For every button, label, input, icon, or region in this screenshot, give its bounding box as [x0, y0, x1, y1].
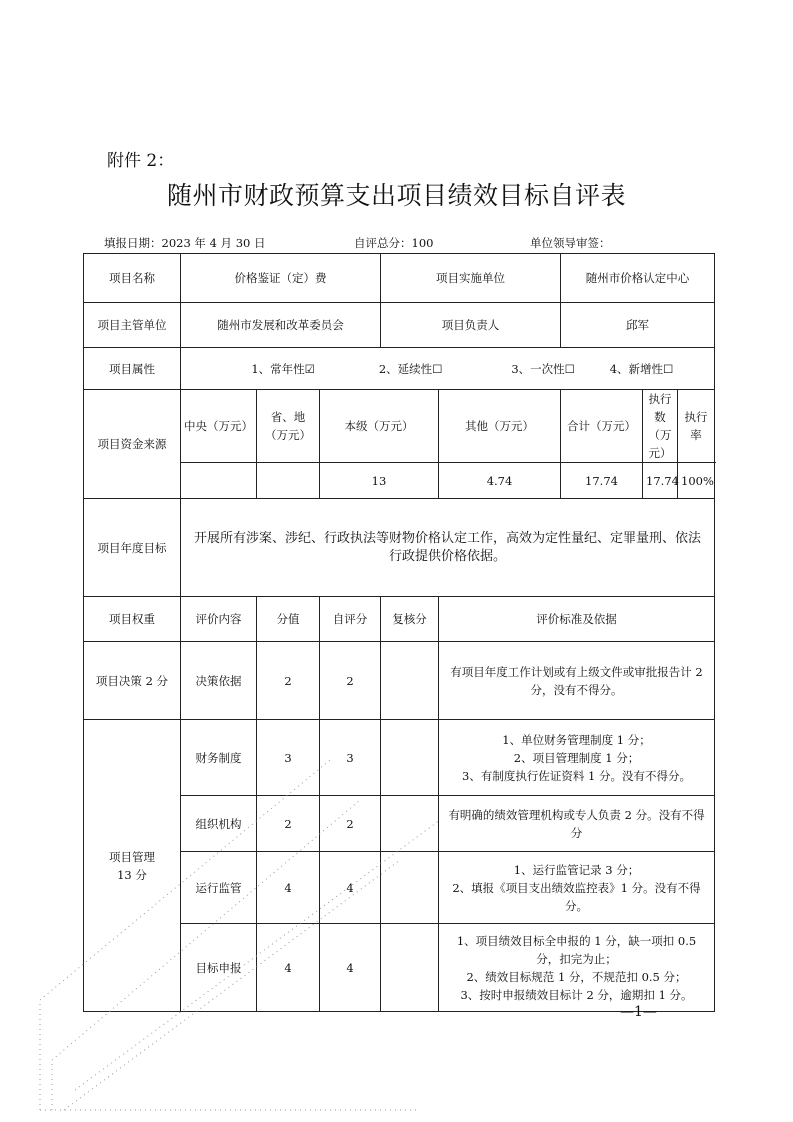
- mgmt-self-score: 4: [320, 924, 381, 1012]
- mgmt-score: 2: [257, 796, 320, 852]
- decision-review-score: [381, 642, 439, 720]
- mgmt-content: 目标申报: [181, 924, 257, 1012]
- page-number: —1—: [620, 1004, 657, 1020]
- mgmt-self-score: 2: [320, 796, 381, 852]
- annual-goal: 开展所有涉案、涉纪、行政执法等财物价格认定工作，高效为定性量纪、定罪量刑、依法行政提供价格依据。: [181, 499, 715, 597]
- decision-self-score: 2: [320, 642, 381, 720]
- attr-item: 2、延续性☐: [378, 361, 443, 376]
- fund-header: 合计（万元）: [561, 390, 643, 463]
- leader-review: 单位领导审签：: [530, 236, 611, 250]
- attr-item: 4、新增性☐: [609, 361, 674, 376]
- fund-value: [257, 463, 320, 499]
- decision-weight: 项目决策 2 分: [84, 642, 181, 720]
- fund-header: 其他（万元）: [439, 390, 561, 463]
- criteria-line: 1、项目绩效目标全申报的 1 分，缺一项扣 0.5 分，扣完为止；: [456, 933, 697, 966]
- fill-date: 填报日期：2023 年 4 月 30 日: [104, 236, 266, 250]
- mgmt-score: 3: [257, 720, 320, 796]
- fund-value: [181, 463, 257, 499]
- decision-criteria: 有项目年度工作计划或有上级文件或审批报告计 2 分，没有不得分。: [439, 642, 715, 720]
- mgmt-criteria: [439, 796, 715, 852]
- mgmt-review-score: [381, 720, 439, 796]
- mgmt-criteria: [439, 852, 715, 924]
- mgmt-self-score: 4: [320, 852, 381, 924]
- mgmt-content: 组织机构: [181, 796, 257, 852]
- mgmt-self-score: 3: [320, 720, 381, 796]
- supervisor-label: 项目主管单位: [84, 303, 181, 348]
- criteria-line: 2、绩效目标规范 1 分，不规范扣 0.5 分；: [466, 969, 687, 984]
- eval-header: 项目权重: [84, 597, 181, 642]
- management-weight: [84, 720, 181, 1012]
- mgmt-content: 运行监管: [181, 852, 257, 924]
- fund-source-label: 项目资金来源: [84, 390, 181, 499]
- eval-header: 评价标准及依据: [439, 597, 715, 642]
- criteria-line: 1、单位财务管理制度 1 分；: [502, 732, 651, 747]
- eval-header: 自评分: [320, 597, 381, 642]
- attr-item: 1、常年性☑: [251, 361, 315, 376]
- fund-header: 执行率: [678, 390, 715, 463]
- criteria-line: 有明确的绩效管理机构或专人负责 2 分。没有不得分: [448, 807, 705, 840]
- project-attr: [181, 348, 715, 390]
- mgmt-content: 财务制度: [181, 720, 257, 796]
- fund-value: 13: [320, 463, 439, 499]
- fund-header: 本级（万元）: [320, 390, 439, 463]
- impl-unit: 随州市价格认定中心: [561, 254, 715, 303]
- mgmt-criteria: [439, 720, 715, 796]
- criteria-line: 3、按时申报绩效目标计 2 分，逾期扣 1 分。: [460, 987, 693, 1002]
- annual-goal-label: 项目年度目标: [84, 499, 181, 597]
- mgmt-review-score: [381, 924, 439, 1012]
- criteria-line: 2、项目管理制度 1 分；: [513, 750, 640, 765]
- fund-value: 17.74: [643, 463, 678, 499]
- attachment-label: 附件 2：: [107, 151, 175, 171]
- project-name-label: 项目名称: [84, 254, 181, 303]
- project-attr-label: 项目属性: [84, 348, 181, 390]
- page-title: 随州市财政预算支出项目绩效目标自评表: [166, 181, 626, 210]
- mgmt-review-score: [381, 796, 439, 852]
- fund-value: 4.74: [439, 463, 561, 499]
- mgmt-score: 4: [257, 924, 320, 1012]
- project-name: 价格鉴证（定）费: [181, 254, 381, 303]
- supervisor-unit: 随州市发展和改革委员会: [181, 303, 381, 348]
- evaluation-table: [83, 253, 715, 1012]
- eval-header: 复核分: [381, 597, 439, 642]
- total-score: 自评总分：100: [354, 236, 434, 250]
- mgmt-criteria: [439, 924, 715, 1012]
- decision-score: 2: [257, 642, 320, 720]
- eval-header: 分值: [257, 597, 320, 642]
- eval-header: 评价内容: [181, 597, 257, 642]
- management-weight-text: 项目管理13 分: [109, 849, 155, 882]
- impl-unit-label: 项目实施单位: [381, 254, 561, 303]
- project-leader: 邱军: [561, 303, 715, 348]
- criteria-line: 2、填报《项目支出绩效监控表》1 分。没有不得分。: [452, 880, 701, 913]
- mgmt-review-score: [381, 852, 439, 924]
- criteria-line: 1、运行监管记录 3 分；: [513, 862, 640, 877]
- fund-value: 17.74: [561, 463, 643, 499]
- fund-value: 100%: [678, 463, 715, 499]
- fund-header: 执行数（万元）: [643, 390, 678, 463]
- fund-header: 中央（万元）: [181, 390, 257, 463]
- attr-item: 3、一次性☐: [511, 361, 575, 376]
- mgmt-score: 4: [257, 852, 320, 924]
- project-leader-label: 项目负责人: [381, 303, 561, 348]
- criteria-line: 3、有制度执行佐证资料 1 分。没有不得分。: [462, 768, 691, 783]
- fund-header: 省、地（万元）: [257, 390, 320, 463]
- decision-content: 决策依据: [181, 642, 257, 720]
